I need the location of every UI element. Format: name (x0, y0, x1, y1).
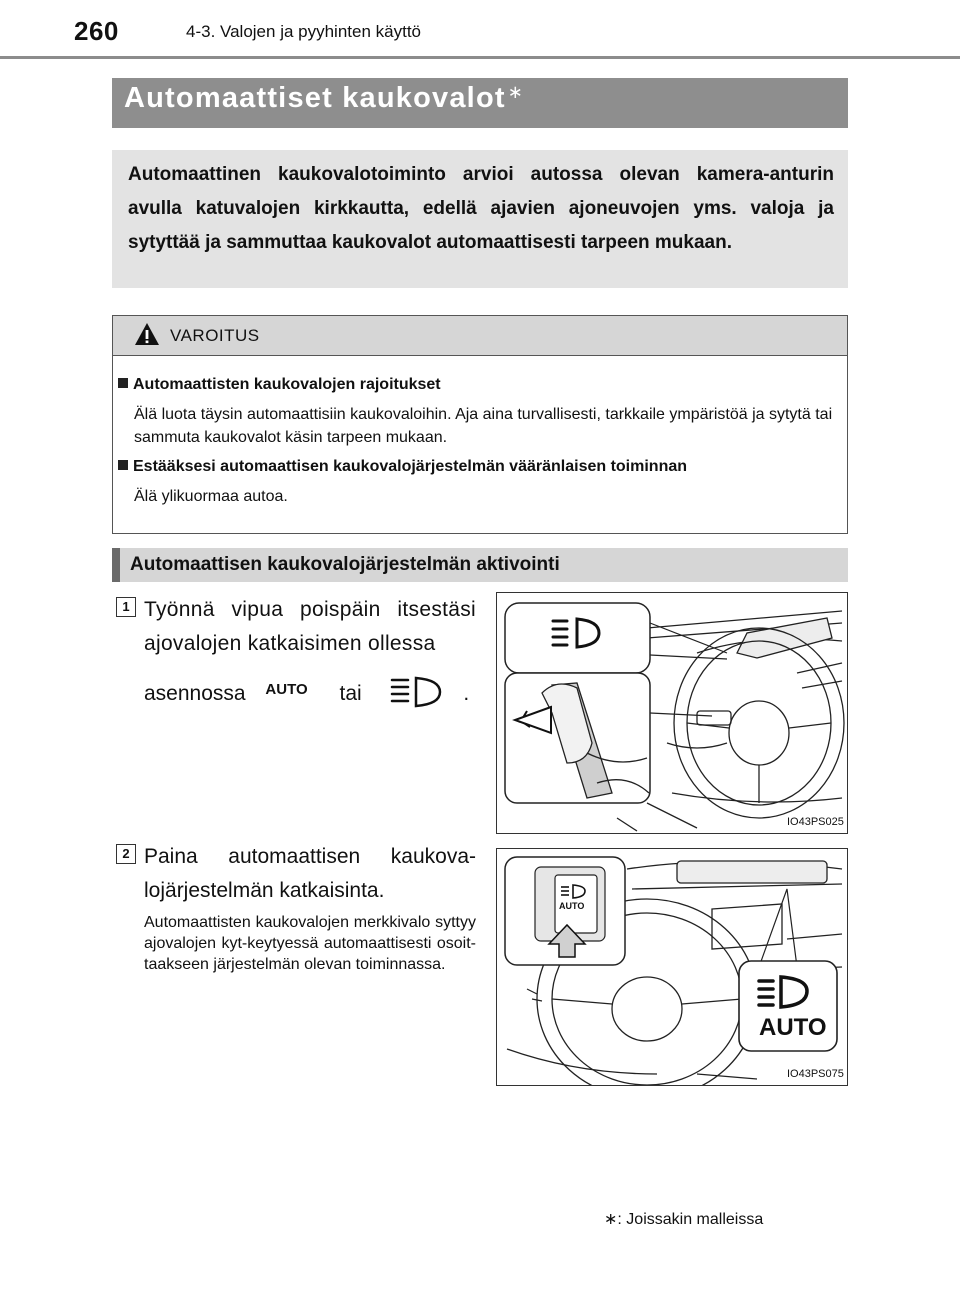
subsection-title: Automaattisen kaukovalojärjestelmän aktivointi (130, 554, 560, 575)
step-number: 2 (116, 844, 136, 864)
subsection-accent (112, 548, 120, 582)
step-text-suffix: . (463, 682, 470, 705)
warning-title: VAROITUS (170, 326, 260, 345)
bullet-square-icon (118, 460, 128, 470)
footnote (604, 1209, 763, 1229)
warning-item-heading-text: Automaattisten kaukovalojen rajoitukset (133, 376, 441, 393)
step-text: Työnnä vipua poispäin itsestäsi ajovalojen katkaisimen ollessa (144, 598, 476, 655)
figure-code: IO43PS075 (787, 1068, 844, 1080)
high-beam-icon (386, 676, 444, 708)
footnote-text: : Joissakin malleissa (617, 1211, 764, 1228)
step-text: Paina automaattisen kaukova-lojärjestelmän katkaisinta. (144, 845, 476, 902)
step-text-prefix: asennossa (144, 682, 246, 705)
step-text-line (144, 676, 469, 708)
auto-switch-label: AUTO (559, 901, 585, 911)
lever-push-figure (496, 592, 848, 834)
intro-text: Automaattinen kaukovalotoiminto arvioi autossa olevan kamera-anturin avulla katuvalojen kirkkautta, edellä ajavien ajoneuvojen yms. valoja ja sytyttää ja sammuttaa kaukovalot automaattisesti tarpeen mukaan. (128, 164, 834, 253)
page-title-text: Automaattiset kaukovalot (124, 82, 506, 114)
page-number: 260 (74, 16, 119, 46)
step-description: Automaattisten kaukovalojen merkkivalo syttyy ajovalojen kyt-keytyessä automaattisesti osoit-taakseen järjestelmän olevan toiminnassa. (144, 914, 476, 973)
warning-item-body: Älä ylikuormaa autoa. (134, 488, 288, 505)
auto-indicator-label: AUTO (759, 1014, 827, 1041)
warning-item-heading (118, 376, 441, 394)
warning-item-body: Älä luota täysin automaattisiin kaukovaloihin. Aja aina turvallisesti, tarkkaile ympäristöä ja sytytä tai sammuta kaukovalot käsin tarpeen mukaan. (134, 406, 833, 446)
page-title (124, 82, 524, 115)
section-header: 4-3. Valojen ja pyyhinten käyttö (186, 22, 421, 41)
step-text-mid: tai (339, 682, 362, 705)
warning-triangle-icon (134, 322, 160, 346)
step-number: 1 (116, 597, 136, 617)
auto-switch-figure (496, 848, 848, 1086)
title-asterisk: ∗ (507, 82, 525, 102)
warning-item-heading-text: Estääksesi automaattisen kaukovalojärjestelmän vääränlaisen toiminnan (133, 458, 688, 475)
figure-code: IO43PS025 (787, 816, 844, 828)
warning-item-heading (118, 458, 687, 476)
header-divider (0, 56, 960, 59)
bullet-square-icon (118, 378, 128, 388)
footnote-symbol: ∗ (604, 1211, 618, 1228)
auto-symbol: AUTO (265, 681, 308, 698)
